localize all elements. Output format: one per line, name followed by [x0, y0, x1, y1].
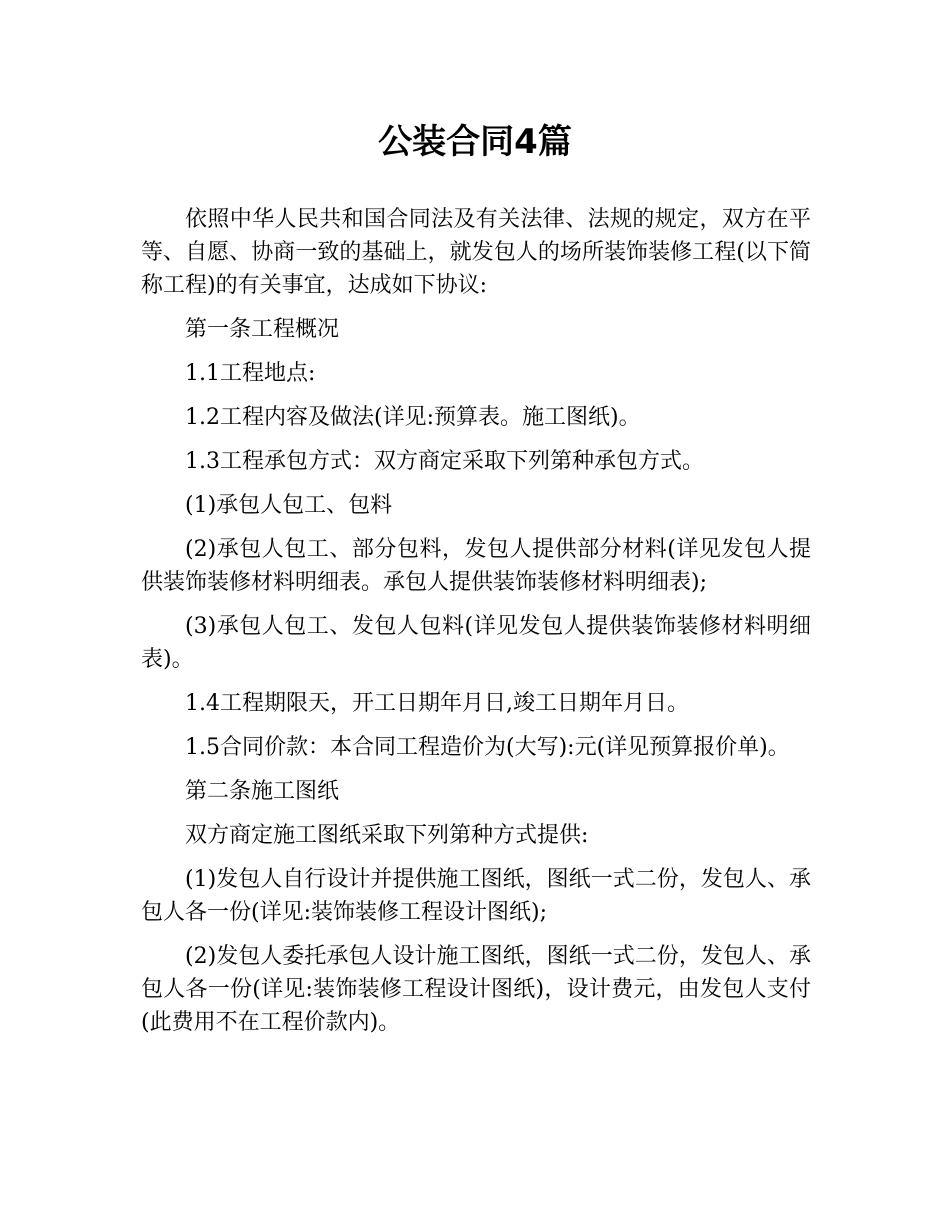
option-employer-design: (1)发包人自行设计并提供施工图纸，图纸一式二份，发包人、承包人各一份(详见:装饰装修工程设计图纸); [141, 867, 811, 925]
option-contractor-design: (2)发包人委托承包人设计施工图纸，图纸一式二份，发包人、承包人各一份(详见:装饰装修工程设计图纸)，设计费元，由发包人支付(此费用不在工程价款内)。 [141, 944, 811, 1035]
option-labor-and-materials: (1)承包人包工、包料 [185, 493, 393, 518]
clause-drawings-provision: 双方商定施工图纸采取下列第种方式提供: [185, 823, 589, 848]
clause-project-location: 1.1工程地点: [185, 361, 316, 386]
section-heading-project-overview: 第一条工程概况 [185, 317, 340, 342]
document-title: 公装合同4篇 [378, 122, 572, 162]
paragraph-intro: 依照中华人民共和国合同法及有关法律、法规的规定，双方在平等、自愿、协商一致的基础上，就发包人的场所装饰装修工程(以下简称工程)的有关事宜，达成如下协议: [141, 207, 811, 298]
section-heading-drawings: 第二条施工图纸 [185, 779, 340, 804]
clause-contract-price: 1.5合同价款：本合同工程造价为(大写):元(详见预算报价单)。 [185, 735, 790, 760]
option-partial-materials: (2)承包人包工、部分包料，发包人提供部分材料(详见发包人提供装饰装修材料明细表。承包人提供装饰装修材料明细表); [141, 537, 811, 595]
clause-project-duration: 1.4工程期限天，开工日期年月日,竣工日期年月日。 [185, 691, 689, 716]
document-body [141, 203, 811, 1050]
clause-contracting-method: 1.3工程承包方式：双方商定采取下列第种承包方式。 [185, 449, 704, 474]
option-employer-materials: (3)承包人包工、发包人包料(详见发包人提供装饰装修材料明细表)。 [141, 614, 811, 672]
clause-project-content: 1.2工程内容及做法(详见:预算表。施工图纸)。 [185, 405, 641, 430]
